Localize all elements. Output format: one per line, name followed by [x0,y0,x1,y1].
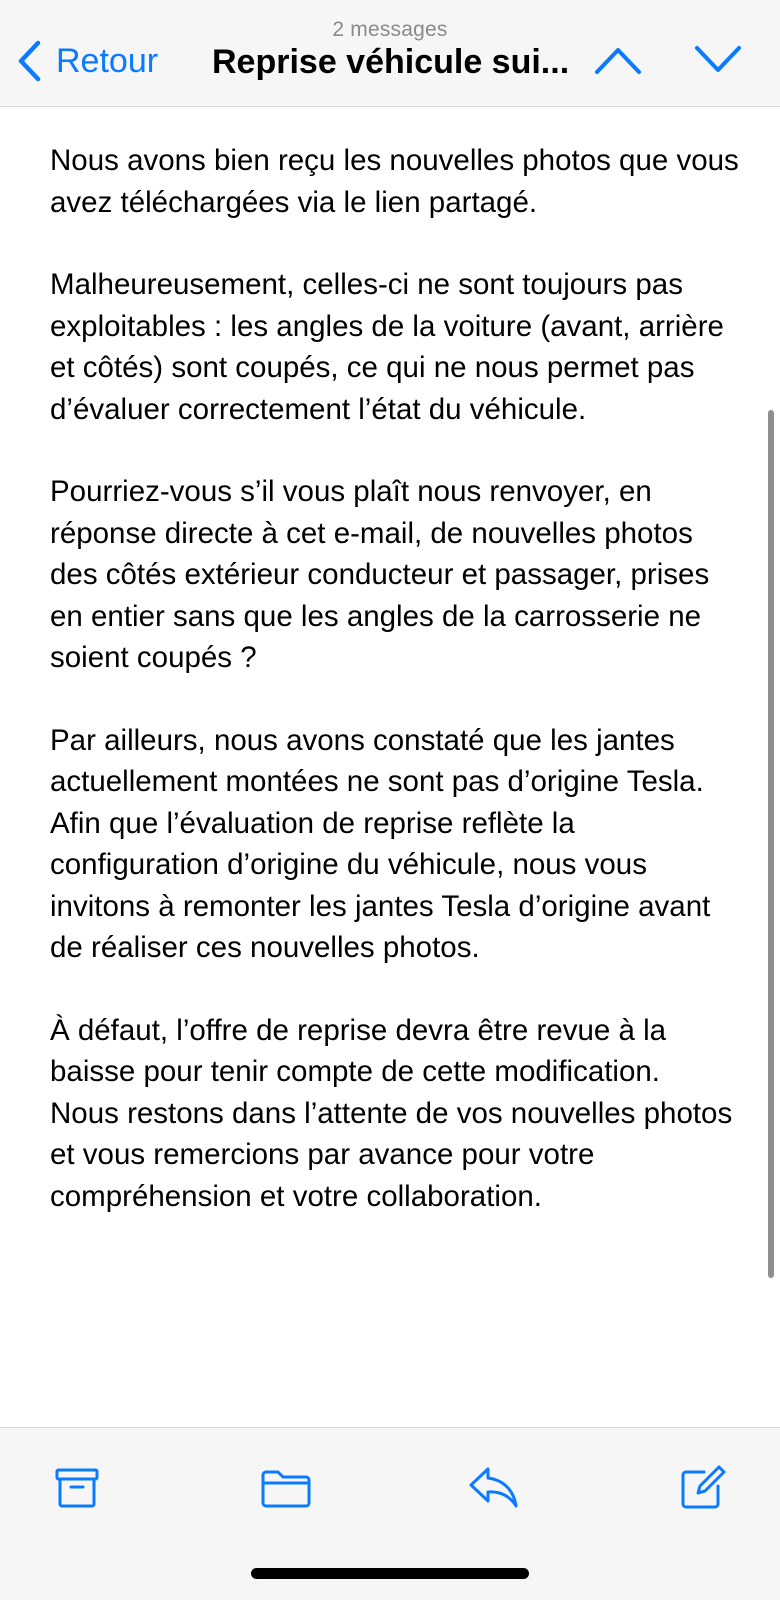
back-label: Retour [56,41,159,80]
body-paragraph: Pourriez-vous s’il vous plaît nous renvoyer, en réponse directe à cet e-mail, de nouvelles photos des côtés extérieur conducteur et passager, prises en entier sans que les angles de la carrosserie ne soient coupés ? [50,475,710,674]
home-indicator[interactable] [251,1568,529,1579]
email-subject-title: Reprise véhicule sui... [212,43,570,81]
reply-icon [468,1465,520,1516]
body-paragraph: Malheureusement, celles-ci ne sont toujours pas exploitables : les angles de la voiture (avant, arrière et côtés) sont coupés, ce qui ne nous permet pas d’évaluer correctement l’état du véhicule. [50,268,724,426]
reply-button[interactable] [462,1458,526,1522]
compose-icon [678,1464,726,1517]
compose-button[interactable] [670,1458,734,1522]
next-message-button[interactable] [688,38,748,86]
body-paragraph: Nous restons dans l’attente de vos nouvelles photos et vous remercions par avance pour votre compréhension et votre collaboration. [50,1096,733,1213]
body-paragraph: Par ailleurs, nous avons constaté que les jantes actuellement montées ne sont pas d’origine Tesla. Afin que l’évaluation de reprise reflète la configuration d’origine du véhicule, nous vous invitons à remonter les jantes Tesla d’origine avant de réaliser ces nouvelles photos. [50,723,711,964]
chevron-left-icon [16,39,42,83]
archive-button[interactable] [45,1458,109,1522]
body-paragraph: Nous avons bien reçu les nouvelles photos que vous avez téléchargées via le lien partagé. [50,144,739,219]
folder-icon [260,1467,312,1514]
chevron-down-icon [694,45,742,80]
move-to-folder-button[interactable] [254,1458,318,1522]
navigation-bar [0,0,780,107]
message-count: 2 messages [332,18,448,41]
previous-message-button[interactable] [588,38,648,86]
back-button[interactable] [16,36,158,86]
body-paragraph: À défaut, l’offre de reprise devra être revue à la baisse pour tenir compte de cette modification. [50,1013,667,1088]
scroll-indicator[interactable] [768,410,774,1278]
chevron-up-icon [594,45,642,80]
archive-icon [54,1467,100,1514]
email-body [50,140,740,1217]
